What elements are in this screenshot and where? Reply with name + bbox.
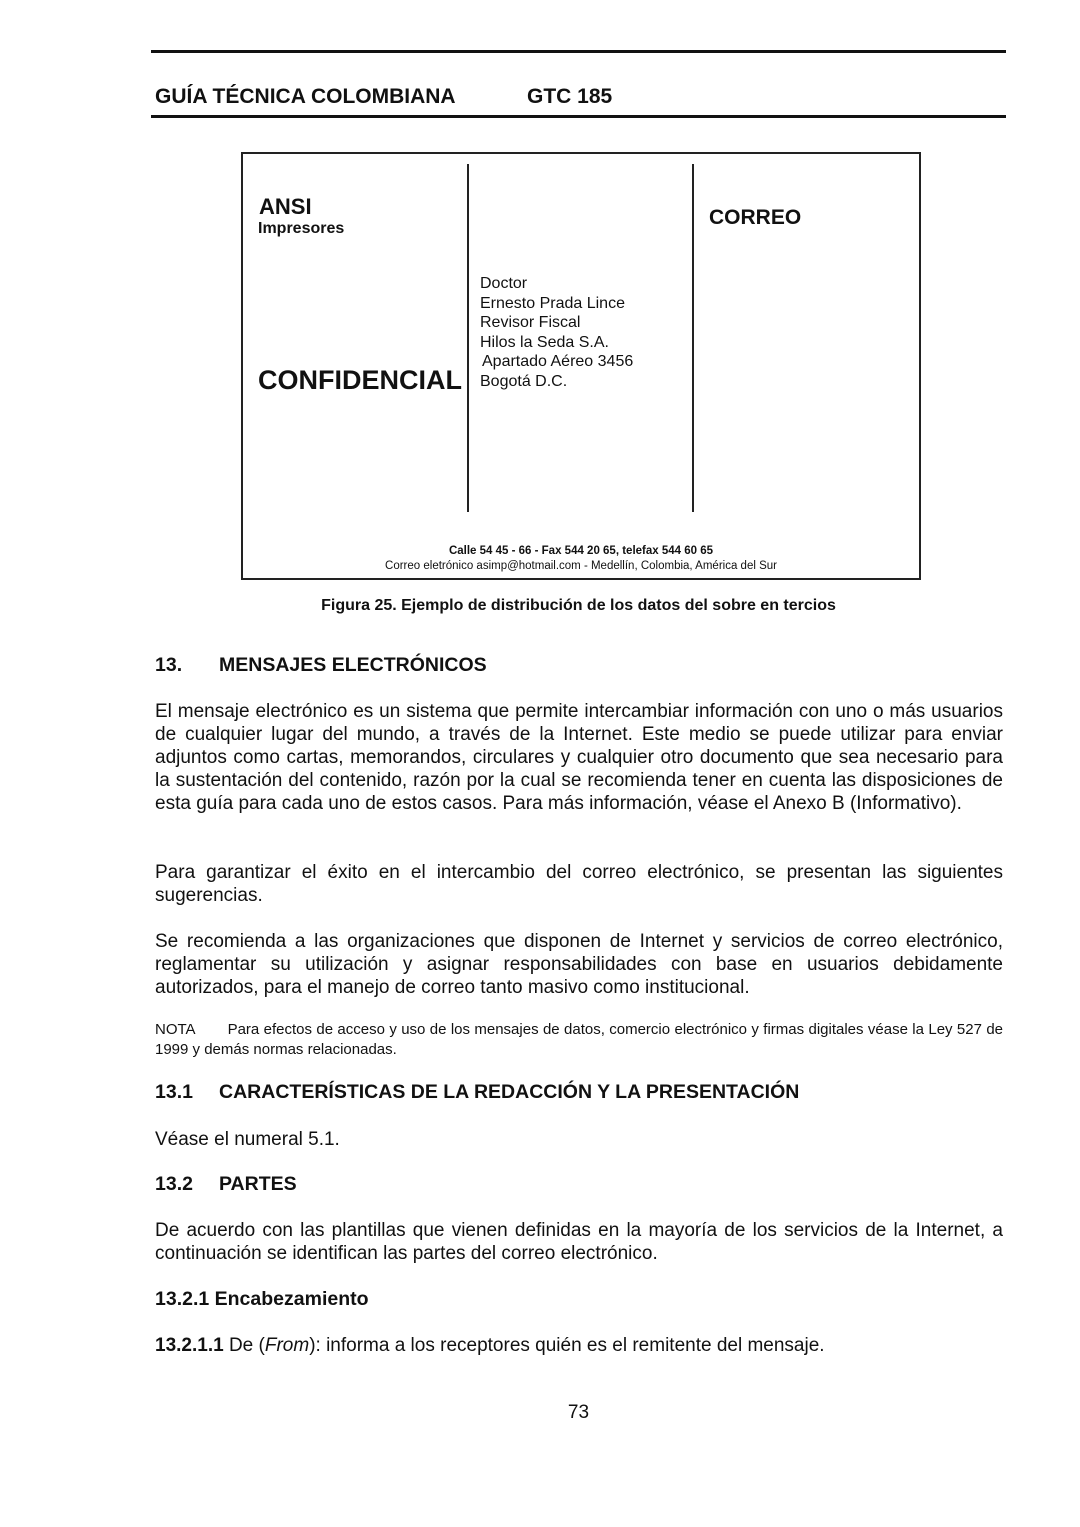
top-rule bbox=[151, 50, 1006, 53]
paragraph: De acuerdo con las plantillas que vienen definidas en la mayoría de los servicios de la Internet, a continuación se identifican las partes del correo electrónico. bbox=[155, 1220, 1003, 1264]
address-line: Hilos la Seda S.A. bbox=[480, 333, 609, 351]
section-heading: 13.2.1 Encabezamiento bbox=[155, 1288, 369, 1310]
paragraph: 13.2.1.1 De (From): informa a los receptores quién es el remitente del mensaje. bbox=[155, 1335, 825, 1356]
section-heading: 13. MENSAJES ELECTRÓNICOS bbox=[155, 654, 487, 676]
address-line: Doctor bbox=[480, 275, 528, 292]
paragraph: Para garantizar el éxito en el intercambio del correo electrónico, se presentan las siguientes sugerencias. bbox=[155, 862, 1003, 906]
address-line: Apartado Aéreo 3456 bbox=[482, 353, 634, 370]
section-heading: 13.1 CARACTERÍSTICAS DE LA REDACCIÓN Y LA PRESENTACIÓN bbox=[155, 1081, 800, 1103]
header-code: GTC 185 bbox=[527, 85, 613, 108]
sender-sub: Impresores bbox=[258, 220, 345, 237]
page-number: 73 bbox=[567, 1402, 590, 1423]
note: NOTA Para efectos de acceso y uso de los mensajes de datos, comercio electrónico y firmas digitales véase la Ley 527 de 1999 y demás normas relacionadas. bbox=[155, 1021, 1003, 1058]
figure-caption: Figura 25. Ejemplo de distribución de los datos del sobre en tercios bbox=[321, 597, 836, 614]
address-line: Bogotá D.C. bbox=[480, 372, 568, 390]
envelope-footer-2: Correo eletrónico asimp@hotmail.com - Medellín, Colombia, América del Sur bbox=[385, 560, 777, 572]
envelope-footer-1: Calle 54 45 - 66 - Fax 544 20 65, telefax 544 60 65 bbox=[448, 545, 714, 557]
postage-label: CORREO bbox=[709, 206, 802, 229]
envelope-figure bbox=[241, 152, 921, 580]
sender-name: ANSI bbox=[259, 194, 312, 219]
header-rule bbox=[151, 115, 1006, 118]
divider bbox=[692, 164, 694, 512]
paragraph: Se recomienda a las organizaciones que disponen de Internet y servicios de correo electrónico, reglamentar su utilización y asignar responsabilidades con base en usuarios debidamente autorizados, para el manejo de correo tanto masivo como institucional. bbox=[155, 931, 1003, 998]
address-line: Revisor Fiscal bbox=[480, 314, 581, 331]
divider bbox=[467, 164, 469, 512]
recipient-address bbox=[480, 274, 633, 391]
section-heading: 13.2 PARTES bbox=[155, 1173, 297, 1195]
confidential-mark: CONFIDENCIAL bbox=[258, 365, 462, 395]
paragraph: El mensaje electrónico es un sistema que permite intercambiar información con uno o más usuarios de cualquier lugar del mundo, a través de la Internet. Este medio se puede utilizar para enviar adjuntos como cartas, memorandos, circulares y cualquier otro documento que sea necesario para la sustentación del contenido, razón por la cual se recomienda tener en cuenta las disposiciones de esta guía para cada uno de estos casos. Para más información, véase el Anexo B (Informativo). bbox=[155, 701, 1003, 814]
paragraph: Véase el numeral 5.1. bbox=[155, 1129, 340, 1150]
address-line: Ernesto Prada Lince bbox=[480, 294, 625, 312]
header-title: GUÍA TÉCNICA COLOMBIANA bbox=[155, 85, 456, 108]
